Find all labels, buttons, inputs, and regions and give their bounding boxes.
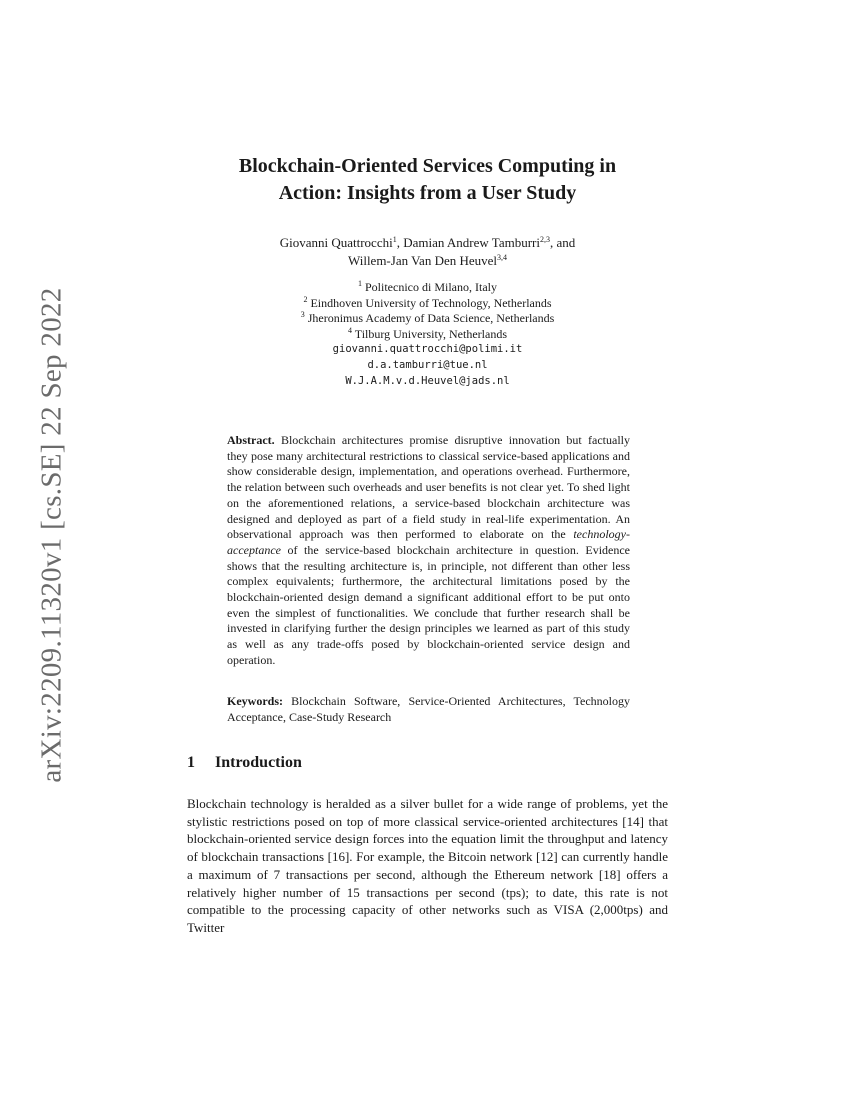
affiliation-marker: 2 — [303, 294, 308, 304]
affiliation-item — [200, 296, 655, 312]
affiliation-item — [200, 280, 655, 296]
author-affil-marker: 3,4 — [497, 253, 508, 262]
affiliation-name: Eindhoven University of Technology, Netherlands — [310, 295, 552, 310]
affiliation-item — [200, 327, 655, 343]
affiliation-name: Tilburg University, Netherlands — [354, 326, 507, 341]
section-title: Introduction — [215, 754, 302, 771]
author-line-1 — [160, 234, 695, 252]
affiliation-item — [200, 311, 655, 327]
email-address[interactable]: d.a.tamburri@tue.nl — [367, 358, 488, 371]
abstract — [227, 433, 630, 669]
abstract-label: Abstract. — [227, 433, 275, 447]
arxiv-stamp: arXiv:2209.11320v1 [cs.SE] 22 Sep 2022 — [35, 287, 68, 783]
affiliation-marker: 3 — [300, 310, 305, 320]
affiliation-name: Jheronimus Academy of Data Science, Netherlands — [307, 311, 555, 326]
affiliation-block — [200, 280, 655, 389]
author-separator: , — [396, 235, 404, 250]
author-list — [160, 234, 695, 270]
affiliation-marker: 4 — [347, 325, 352, 335]
author-line-2 — [160, 252, 695, 270]
title-line-2: Action: Insights from a User Study — [278, 182, 577, 204]
affiliation-name: Politecnico di Milano, Italy — [365, 280, 497, 294]
author-name: Giovanni Quattrocchi — [279, 235, 393, 250]
email-address[interactable]: giovanni.quattrocchi@polimi.it — [332, 343, 523, 356]
author-name: Willem-Jan Van Den Heuvel — [347, 253, 498, 268]
affiliation-marker: 1 — [358, 279, 362, 288]
title-line-1: Blockchain-Oriented Services Computing in — [238, 155, 617, 177]
keywords-label: Keywords: — [227, 694, 283, 708]
section-heading — [187, 754, 302, 772]
paper-title — [150, 153, 705, 207]
email-address[interactable]: W.J.A.M.v.d.Heuvel@jads.nl — [345, 374, 510, 387]
abstract-text: Blockchain architectures promise disruptive innovation but factually they pose many architectural restrictions to classical service-based applications and show considerable design, implementation, and operations overhead. Furthermore, the relation between such overheads and user benefits is not clear yet. To shed light on the aforementioned relations, a service-based blockchain architecture was designed and deployed as part of a field study in real-life experimentation. An observational approach was then performed to elaborate on the — [227, 433, 631, 542]
section-number: 1 — [187, 754, 195, 771]
abstract-text-continued: of the service-based blockchain architecture in question. Evidence shows that the resulting architecture is, in principle, not different than other less complex equivalents; furthermore, the architectural limitations posed by the blockchain-oriented design demand a significant additional effort to be put onto even the simplest of functionalities. We conclude that further research shall be invested in clarifying further the design principles we learned as part of this study as well as any trade-offs posed by blockchain-oriented service design and operation. — [227, 542, 631, 667]
author-affil-marker: 1 — [392, 235, 397, 244]
body-paragraph: Blockchain technology is heralded as a silver bullet for a wide range of problems, yet the stylistic restrictions posed on top of more classical service-oriented architectures [14] that blockchain-oriented service design forces into the equation limit the throughput and latency of blockchain transactions [16]. For example, the Bitcoin network [12] can currently handle a maximum of 7 transactions per second, although the Ethereum network [18] offers a relatively higher number of 15 transactions per second (tps); to date, this rate is not compatible to the processing capacity of other networks such as VISA (2,000tps) and Twitter — [187, 796, 668, 935]
author-separator: , and — [549, 235, 576, 250]
keywords-text: Blockchain Software, Service-Oriented Architectures, Technology Acceptance, Case-Study Research — [227, 694, 630, 724]
abstract-emphasis: technology-acceptance — [227, 527, 630, 557]
keywords — [227, 694, 630, 725]
author-name: Damian Andrew Tamburri — [403, 235, 540, 250]
author-affil-marker: 2,3 — [539, 235, 550, 244]
